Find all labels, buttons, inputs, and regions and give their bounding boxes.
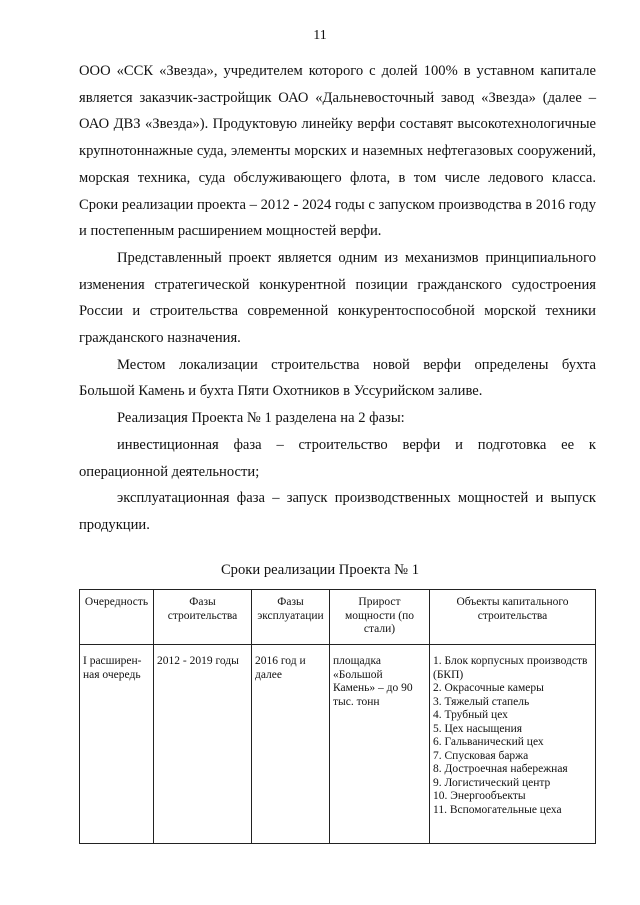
header-capacity-growth: Прирост мощности (по стали) xyxy=(330,590,430,645)
table-header-row xyxy=(80,590,596,645)
list-item: 4. Трубный цех xyxy=(433,709,508,721)
body-text xyxy=(79,58,596,539)
paragraph-investment-phase: инвестиционная фаза – строительство верфи и подготовка ее к операционной деятельности; xyxy=(79,436,596,480)
list-item: 8. Достроечная набережная xyxy=(433,763,568,775)
paragraph-operation-phase: эксплуатационная фаза – запуск производственных мощностей и выпуск продукции. xyxy=(79,490,596,533)
cell-capacity-growth: площадка «Большой Камень» – до 90 тыс. тонн xyxy=(330,645,430,844)
list-item: 5. Цех насыщения xyxy=(433,722,523,735)
paragraph-project-purpose: Представленный проект является одним из механизмов принципиального изменения стратегической конкурентной позиции гражданского судостроения России и строительства современной конкурентоспособной морской техники гражданского назначения. xyxy=(79,249,596,347)
cell-construction-phases: 2012 - 2019 годы xyxy=(154,645,252,844)
objects-list xyxy=(433,655,593,817)
list-item: 3. Тяжелый стапель xyxy=(433,695,530,708)
paragraph-intro: ООО «ССК «Звезда», учредителем которого с долей 100% в уставном капитале является заказчик-застройщик ОАО «Дальневосточный завод «Звезда» (далее – ОАО ДВЗ «Звезда»). Продуктовую линейку верфи составят высокотехнологичные крупнотоннажные суда, элементы морских и наземных нефтегазовых сооружений, морская техника, суда обслуживающего флота, в том числе ледового класса. Сроки реализации проекта – 2012 - 2024 годы с запуском производства в 2016 году и постепенным расширением мощностей верфи. xyxy=(79,63,596,240)
cell-operation-phases: 2016 год и далее xyxy=(252,645,330,844)
list-item: 9. Логистический центр xyxy=(433,776,551,789)
page-number: 11 xyxy=(313,28,327,43)
list-item: 2. Окрасочные камеры xyxy=(433,682,544,694)
schedule-table xyxy=(79,589,596,844)
cell-objects xyxy=(430,645,596,844)
list-item: 11. Вспомогательные цеха xyxy=(433,803,562,816)
table-caption: Сроки реализации Проекта № 1 xyxy=(220,562,420,578)
paragraph-phases-intro: Реализация Проекта № 1 разделена на 2 фазы: xyxy=(117,410,405,427)
paragraph-location: Местом локализации строительства новой верфи определены бухта Большой Камень и бухта Пяти Охотников в Уссурийском заливе. xyxy=(79,356,596,400)
header-objects: Объекты капитального строительства xyxy=(430,590,596,645)
list-item: 6. Гальванический цех xyxy=(433,736,544,748)
header-operation-phases: Фазы эксплуатации xyxy=(252,590,330,645)
list-item: 1. Блок корпусных производств (БКП) xyxy=(433,655,588,681)
table-row xyxy=(80,645,596,844)
cell-stage: I расширен-ная очередь xyxy=(80,645,154,844)
list-item: 7. Спусковая баржа xyxy=(433,749,529,762)
header-construction-phases: Фазы строительства xyxy=(154,590,252,645)
header-stage: Очередность xyxy=(80,590,154,645)
list-item: 10. Энергообъекты xyxy=(433,790,526,802)
